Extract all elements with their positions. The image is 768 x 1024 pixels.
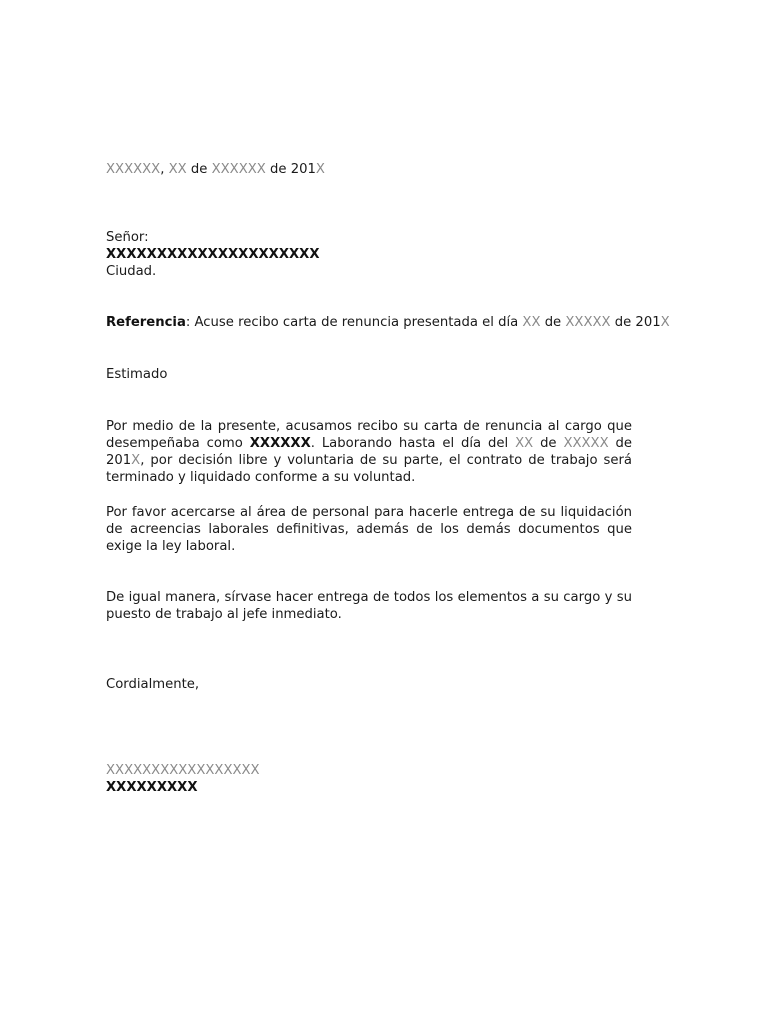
signature-name-placeholder: XXXXXXXXXXXXXXXXX xyxy=(106,763,260,778)
recipient-city: Ciudad. xyxy=(106,264,157,279)
reference-line xyxy=(106,314,670,331)
reference-month-placeholder: XXXXX xyxy=(565,315,611,330)
paragraph-1-year-placeholder: X xyxy=(131,453,141,468)
recipient-name-placeholder: XXXXXXXXXXXXXXXXXXXXX xyxy=(106,247,320,262)
date-city-placeholder: XXXXXX xyxy=(106,162,161,177)
date-de-2: de xyxy=(270,162,287,177)
reference-text: Acuse recibo carta de renuncia presentada el día xyxy=(194,315,519,330)
date-de-1: de xyxy=(190,162,208,177)
date-comma: , xyxy=(160,162,165,177)
paragraph-1-part-3: de xyxy=(540,436,557,451)
date-day-placeholder: XX xyxy=(168,162,187,177)
paragraph-1 xyxy=(106,418,632,486)
reference-label: Referencia xyxy=(106,315,186,330)
reference-colon: : xyxy=(185,315,191,330)
position-placeholder: XXXXXX xyxy=(249,436,311,451)
paragraph-1-month-placeholder: XXXXX xyxy=(563,436,609,451)
greeting: Estimado xyxy=(106,367,168,382)
signature-title-placeholder: XXXXXXXXX xyxy=(106,780,198,795)
reference-year-placeholder: X xyxy=(660,315,670,330)
reference-de-1: de xyxy=(544,315,562,330)
paragraph-1-part-1: Por medio de la presente, acusamos recibo su carta de renuncia al cargo que desempeñaba como xyxy=(106,419,632,451)
paragraph-1-day-placeholder: XX xyxy=(515,436,534,451)
paragraph-3: De igual manera, sírvase hacer entrega de todos los elementos a su cargo y su puesto de trabajo al jefe inmediato. xyxy=(106,590,632,622)
paragraph-2: Por favor acercarse al área de personal para hacerle entrega de su liquidación de acreencias laborales definitivas, además de los demás documentos que exige la ley laboral. xyxy=(106,505,632,554)
date-year-placeholder: X xyxy=(315,162,325,177)
paragraph-1-part-5: , por decisión libre y voluntaria de su parte, el contrato de trabajo será terminado y liquidado conforme a su voluntad. xyxy=(106,453,632,485)
reference-day-placeholder: XX xyxy=(522,315,541,330)
date-year-prefix: 201 xyxy=(290,162,316,177)
paragraph-1-part-2: . Laborando hasta el día del xyxy=(310,436,509,451)
date-line xyxy=(106,161,325,178)
paragraph-1-part-4: de 201 xyxy=(106,436,633,468)
reference-de-2: de 201 xyxy=(614,315,661,330)
date-month-placeholder: XXXXXX xyxy=(211,162,266,177)
recipient-salutation: Señor: xyxy=(106,230,149,245)
closing: Cordialmente, xyxy=(106,677,200,692)
